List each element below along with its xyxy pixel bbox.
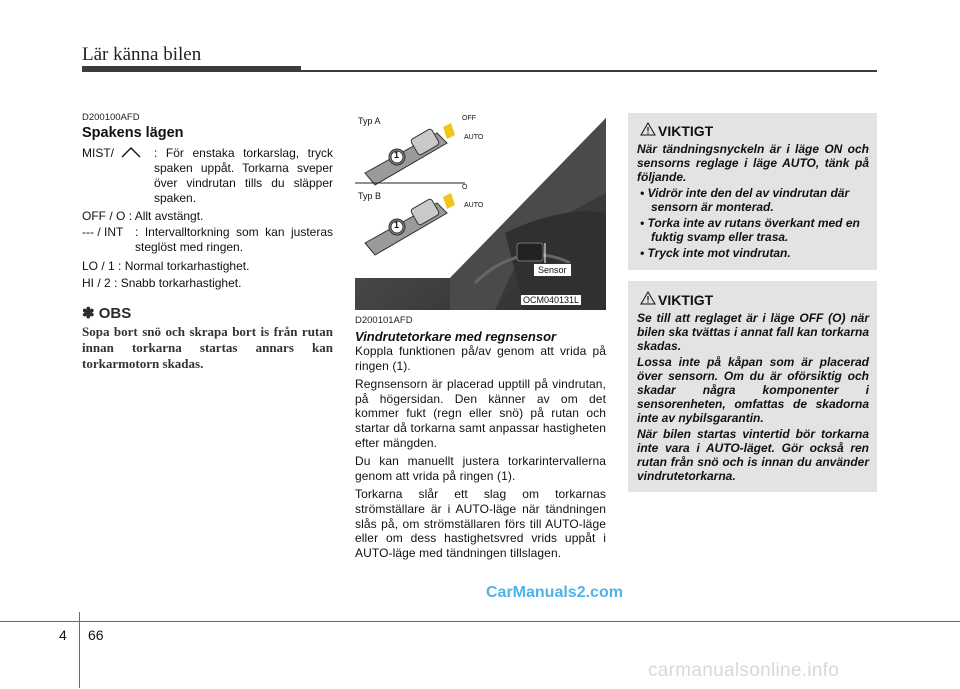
auto-label-b: AUTO	[464, 202, 484, 209]
watermark-text: carmanualsonline.info	[648, 660, 840, 681]
footer-divider	[79, 612, 80, 688]
sensor-label: Sensor	[533, 263, 572, 277]
bullet-text: Vidrör inte den del av vindrutan där sensorn är monterad.	[647, 186, 850, 214]
row-lo	[82, 259, 249, 274]
row-text: : Snabb torkarhastighet.	[114, 276, 242, 290]
page-header-title: Lär känna bilen	[82, 44, 202, 65]
subheading: Vindrutetorkare med regnsensor	[355, 329, 557, 344]
paragraph: Se till att reglaget är i läge OFF (O) när bilen ska tvättas i annat fall kan torkarna skadas.	[637, 311, 869, 353]
warning-intro: När tändningsnyckeln är i läge ON och sensorns reglage i läge AUTO, tänk på följande.	[637, 142, 869, 184]
row-key: HI / 2	[82, 276, 111, 290]
obs-heading: ✽ OBS	[82, 305, 132, 322]
header-bar	[82, 66, 301, 72]
figure-code: OCM040131L	[523, 295, 580, 305]
warning-title: VIKTIGT	[658, 292, 714, 308]
paragraph: Du kan manuellt justera torkarintervallerna genom att vrida på ringen (1).	[355, 454, 606, 483]
page-number: 66	[88, 627, 104, 643]
off-label: OFF	[462, 115, 476, 122]
row-key: LO / 1	[82, 259, 115, 273]
warning-box-2	[628, 281, 877, 492]
o-label: O	[462, 184, 468, 191]
mist-symbol-icon	[120, 146, 142, 158]
row-text: : Normal torkarhastighet.	[118, 259, 250, 273]
paragraph: Lossa inte på kåpan som är placerad över sensorn. Om du är oförsiktig och skadar några komponenter i sensorenheten, omfattas de skadorna inte av nybilsgarantin.	[637, 355, 869, 425]
warning-title: VIKTIGT	[658, 123, 714, 139]
list-item: • Vidrör inte den del av vindrutan där sensorn är monterad.	[640, 186, 850, 214]
watermark-link[interactable]: CarManuals2.com	[486, 584, 623, 601]
paragraph: Torkarna slår ett slag om torkarnas strömställare är i AUTO-läge när tändningen slås på, om strömställaren förs till AUTO-läge eller om dess hastighetsvred vrids uppåt i AUTO-läge med tändningen tillslagen.	[355, 487, 606, 560]
paragraph: Regnsensorn är placerad upptill på vindrutan, på högersidan. Den känner av om det kommer fukt (regn eller snö) på rutan och startar då torkarna samt anpassar hastigheten efter mängden.	[355, 377, 606, 450]
warning-body	[637, 311, 869, 485]
warning-body	[637, 142, 869, 262]
warning-triangle-icon	[640, 291, 656, 305]
list-item: • Tryck inte mot vindrutan.	[640, 246, 791, 260]
row-int-text	[135, 225, 333, 255]
bullet-text: Torka inte av rutans överkant med en fuktig svamp eller trasa.	[647, 216, 860, 244]
warning-box-1	[628, 113, 877, 270]
row-key: MIST/	[82, 146, 114, 160]
wiper-illustration	[355, 113, 606, 310]
callout-b: 1	[394, 220, 400, 230]
row-text: : Intervalltorkning som kan justeras steglöst med ringen.	[135, 225, 333, 254]
section-heading: Spakens lägen	[82, 125, 184, 141]
footer-rule	[0, 621, 960, 622]
section-code: D200100AFD	[82, 112, 140, 123]
obs-text: Sopa bort snö och skrapa bort is från rutan innan torkarna startas annars kan torkarmotorn skadas.	[82, 324, 333, 371]
bullet-text: Tryck inte mot vindrutan.	[647, 246, 791, 260]
chapter-number: 4	[59, 627, 67, 643]
callout-a: 1	[394, 150, 400, 160]
list-item: • Torka inte av rutans överkant med en fuktig svamp eller trasa.	[640, 216, 860, 244]
type-a-label: Typ A	[358, 116, 381, 126]
row-key: OFF / O	[82, 209, 126, 223]
warning-triangle-icon	[640, 122, 656, 136]
section-code: D200101AFD	[355, 315, 413, 326]
row-text: : Allt avstängt.	[128, 209, 204, 223]
paragraph: När bilen startas vintertid bör torkarna inte vara i AUTO-läget. Gör också ren rutan från snö och is innan du använder vindrutetorkarna.	[637, 427, 869, 483]
auto-label: AUTO	[464, 134, 484, 141]
row-hi	[82, 276, 241, 291]
row-off	[82, 209, 203, 224]
warning-list	[637, 186, 869, 260]
header-rule	[301, 70, 877, 72]
row-int-key: --- / INT	[82, 225, 124, 239]
wiper-figure	[355, 113, 606, 310]
type-b-label: Typ B	[358, 191, 382, 201]
paragraph: Koppla funktionen på/av genom att vrida på ringen (1).	[355, 344, 606, 373]
row-mist-text: : För enstaka torkarslag, tryck spaken uppåt. Torkarna sveper över vindrutan tills du släpper spaken.	[154, 146, 333, 205]
middle-body	[355, 344, 606, 564]
